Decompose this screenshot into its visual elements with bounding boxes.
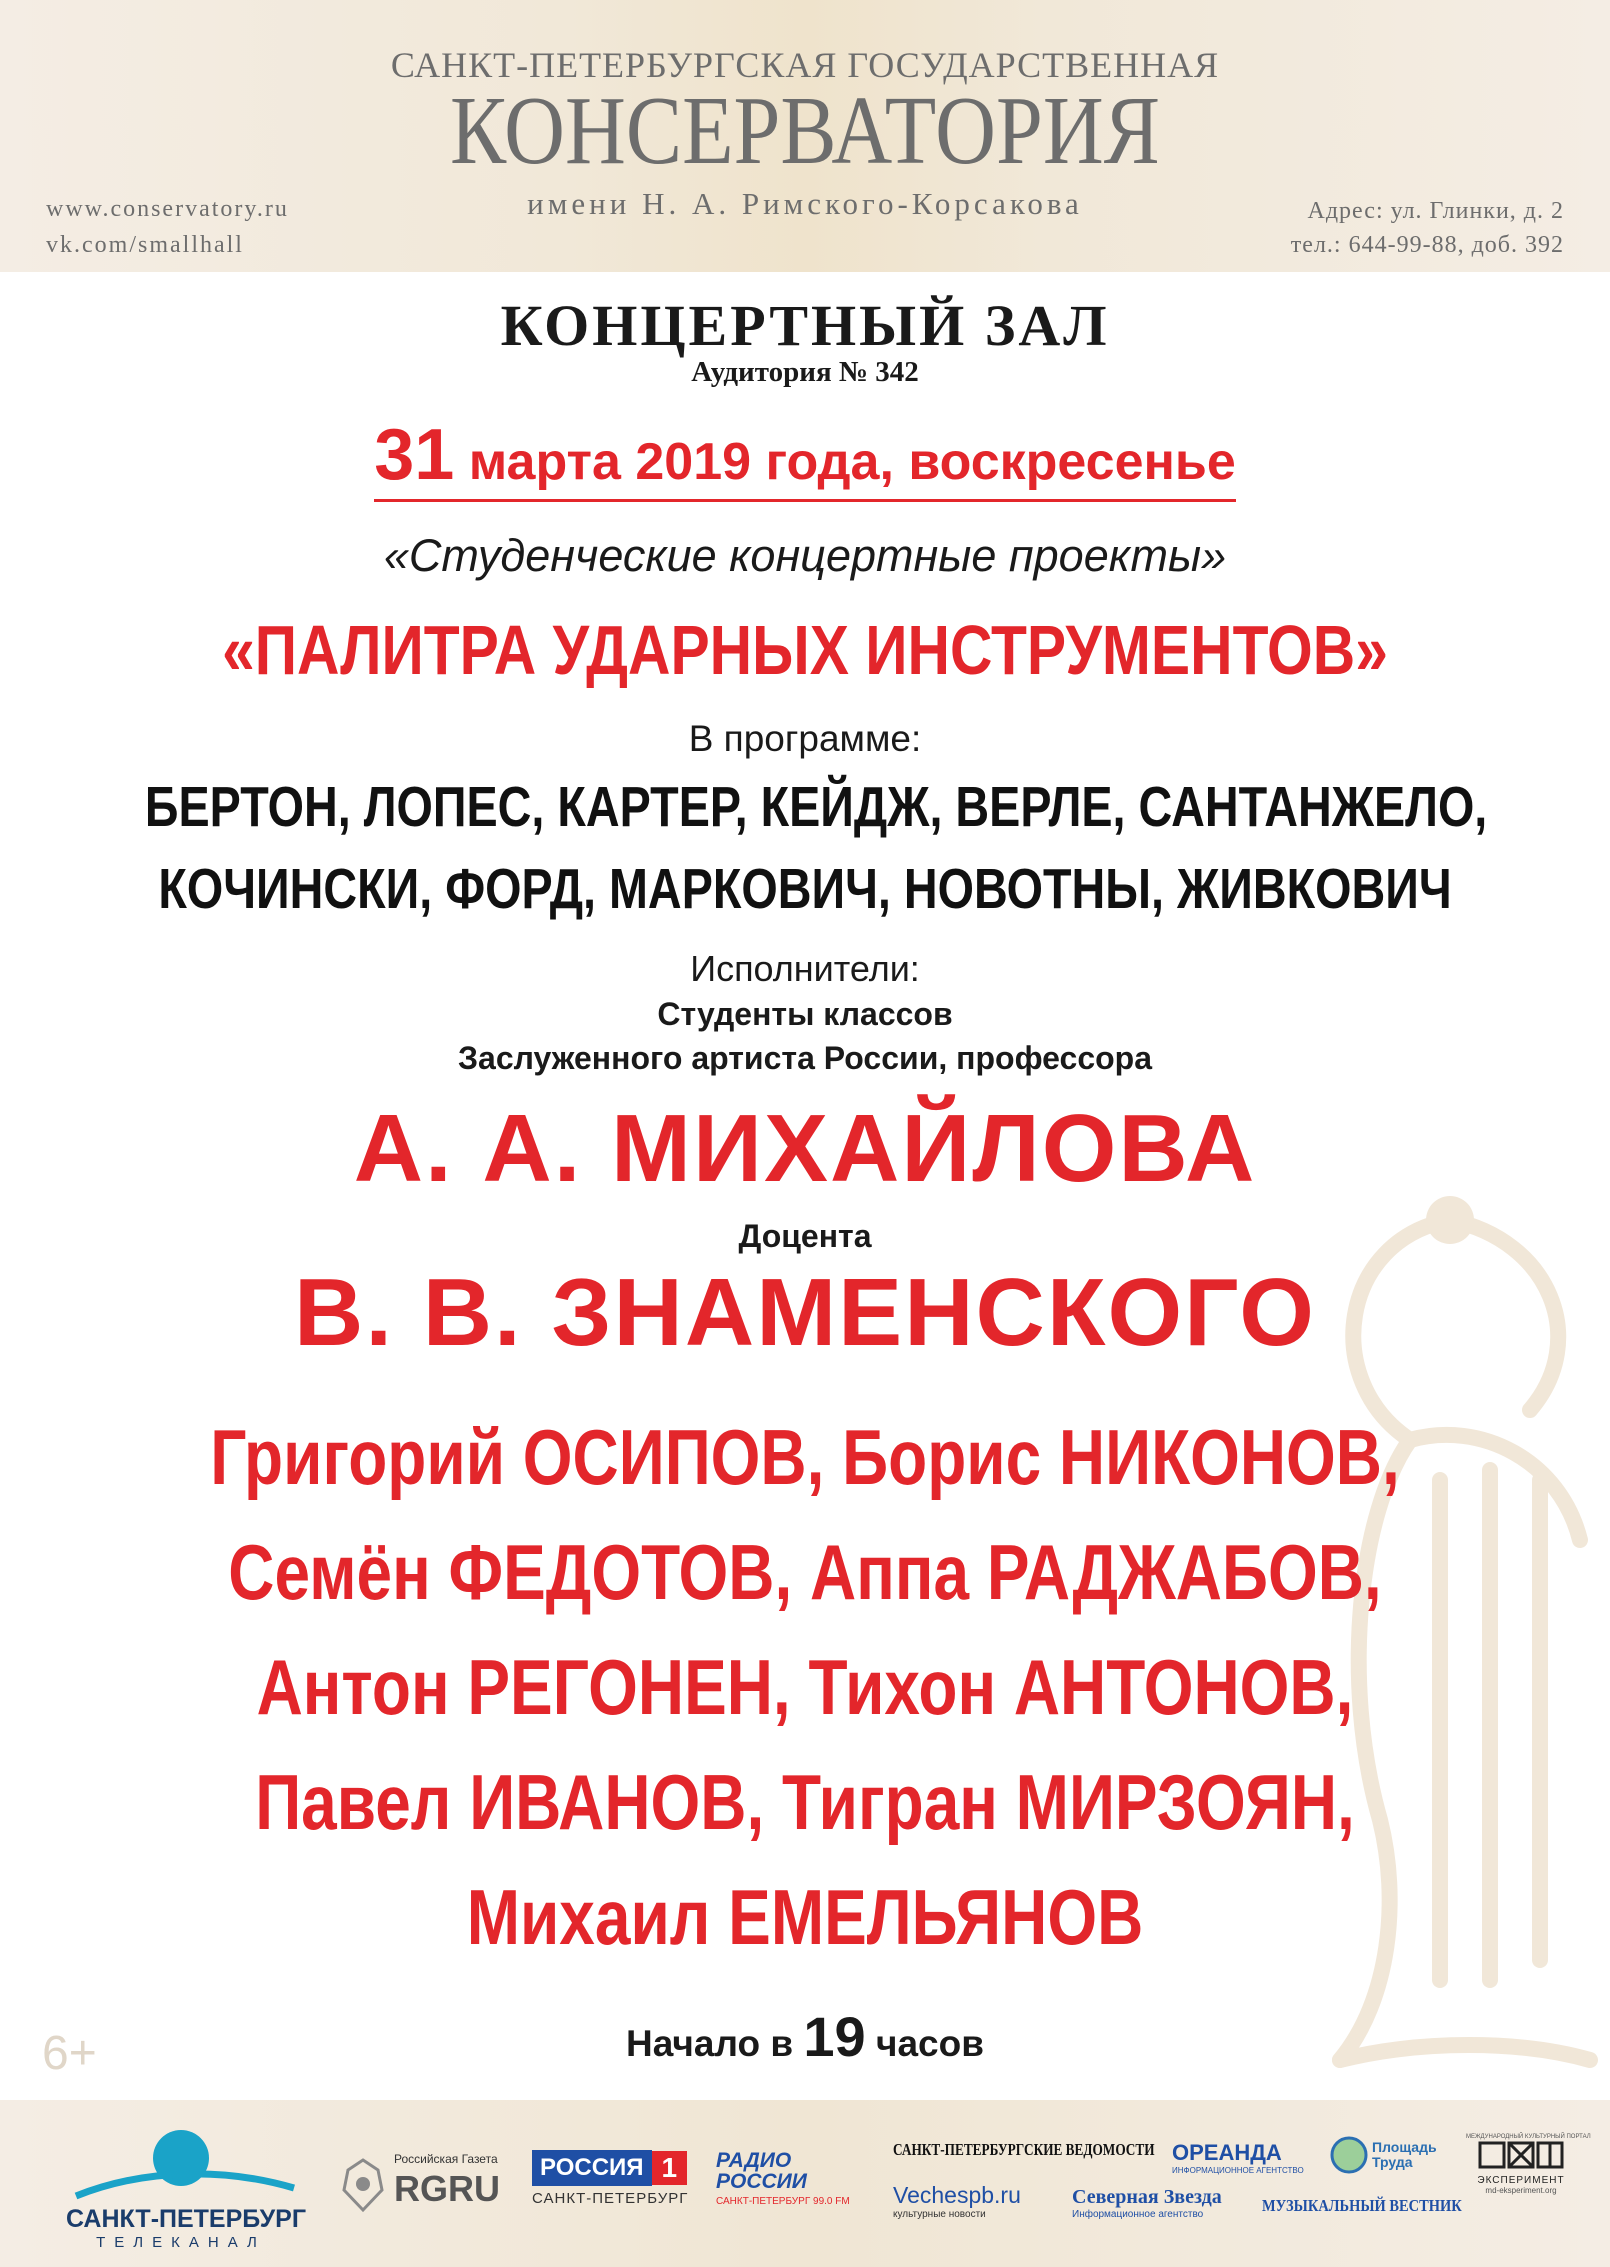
teacher-mikhailov: А. А. МИХАЙЛОВА — [353, 1095, 1257, 1202]
merit-label: Заслуженного артиста России, профессора — [457, 1040, 1152, 1076]
performer-line: Семён ФЕДОТОВ, Аппа РАДЖАБОВ, — [228, 1528, 1382, 1616]
experiment-top: МЕЖДУНАРОДНЫЙ КУЛЬТУРНЫЙ ПОРТАЛ — [1466, 2134, 1591, 2140]
performer-line: Михаил ЕМЕЛЬЯНОВ — [466, 1873, 1144, 1961]
muzvest-logo[interactable] — [1262, 2196, 1462, 2216]
sevzvezda-logo[interactable] — [1072, 2186, 1222, 2220]
header-vk-link[interactable]: vk.com/smallhall — [46, 232, 244, 258]
spb-tv-logo[interactable] — [66, 2118, 307, 2251]
radio-sub: САНКТ-ПЕТЕРБУРГ 99.0 FM — [716, 2196, 850, 2207]
start-time — [0, 2004, 1610, 2069]
russia1-num: 1 — [652, 2151, 688, 2185]
event-series: «Студенческие концертные проекты» — [383, 530, 1227, 581]
spbved-text: САНКТ-ПЕТЕРБУРГСКИЕ ВЕДОМОСТИ — [893, 2140, 1155, 2159]
russia1-logo[interactable] — [532, 2150, 692, 2207]
start-hour: 19 — [803, 2005, 866, 2068]
teacher-znamensky: В. В. ЗНАМЕНСКОГО — [294, 1259, 1316, 1366]
experiment-logo[interactable] — [1466, 2134, 1591, 2195]
start-prefix: Начало в — [626, 2023, 804, 2064]
performers-label: Исполнители: — [690, 948, 920, 989]
header-website[interactable]: www.conservatory.ru — [46, 196, 289, 222]
radio-name: РАДИО — [716, 2149, 792, 2172]
rg-small-text: Российская Газета — [394, 2152, 498, 2166]
russia1-name: РОССИЯ — [532, 2150, 652, 2186]
performer-line: Павел ИВАНОВ, Тигран МИРЗОЯН, — [255, 1758, 1355, 1846]
russia1-sub: САНКТ-ПЕТЕРБУРГ — [532, 2190, 689, 2207]
header-conservatory-title: КОНСЕРВАТОРИЯ — [450, 77, 1160, 185]
vechespb-text: Vechespb.ru — [893, 2182, 1021, 2208]
spb-tv-emblem-icon — [66, 2118, 296, 2202]
oreanda-logo[interactable] — [1172, 2140, 1322, 2175]
composers-line-1: БЕРТОН, ЛОПЕС, КАРТЕР, КЕЙДЖ, ВЕРЛЕ, САНТАНЖЕЛО, — [144, 775, 1488, 839]
header-phone: тел.: 644-99-88, доб. 392 — [1290, 232, 1564, 258]
oreanda-text: ОРЕАНДА — [1172, 2140, 1282, 2165]
vechespb-sub: культурные новости — [893, 2209, 986, 2220]
coat-of-arms-icon — [338, 2156, 388, 2214]
rg-main-text: RGRU — [394, 2168, 500, 2209]
event-title: «ПАЛИТРА УДАРНЫХ ИНСТРУМЕНТОВ» — [222, 611, 1388, 689]
age-rating: 6+ — [42, 2027, 97, 2080]
event-day: 31 — [374, 415, 455, 495]
docent-label: Доцента — [738, 1218, 872, 1254]
performer-line: Антон РЕГОНЕН, Тихон АНТОНОВ, — [256, 1643, 1354, 1731]
radio-russia-logo[interactable] — [716, 2150, 866, 2207]
spb-tv-name: САНКТ-ПЕТЕРБУРГ — [66, 2205, 307, 2233]
spb-tv-sub: ТЕЛЕКАНАЛ — [96, 2234, 266, 2251]
ploshchad-emblem-icon — [1330, 2136, 1368, 2174]
ploshchad-text: Площадь Труда — [1372, 2139, 1437, 2171]
vechespb-logo[interactable] — [893, 2182, 1043, 2220]
experiment-url: md-eksperiment.org — [1485, 2186, 1557, 2195]
event-date — [0, 414, 1610, 502]
students-label: Студенты классов — [657, 996, 953, 1032]
composers-line-2: КОЧИНСКИ, ФОРД, МАРКОВИЧ, НОВОТНЫ, ЖИВКОВИЧ — [158, 857, 1452, 921]
experiment-emblem-icon — [1476, 2140, 1566, 2170]
muzvest-text: МУЗЫКАЛЬНЫЙ ВЕСТНИК — [1262, 2196, 1462, 2215]
program-label: В программе: — [688, 718, 922, 759]
sevzvezda-sub: Информационное агентство — [1072, 2209, 1204, 2220]
spb-vedomosti-logo[interactable] — [893, 2140, 1155, 2160]
radio-name-2: РОССИИ — [716, 2170, 807, 2193]
header-institution-line: САНКТ-ПЕТЕРБУРГСКАЯ ГОСУДАРСТВЕННАЯ — [390, 45, 1220, 85]
hall-room: Аудитория № 342 — [691, 356, 919, 388]
oreanda-sub: ИНФОРМАЦИОННОЕ АГЕНТСТВО — [1172, 2166, 1304, 2175]
event-date-rest: марта 2019 года, воскресенье — [454, 433, 1236, 491]
start-suffix: часов — [865, 2023, 984, 2064]
header-address: Адрес: ул. Глинки, д. 2 — [1307, 198, 1564, 224]
sevzvezda-text: Северная Звезда — [1072, 2186, 1222, 2208]
header-named-after: имени Н. А. Римского-Корсакова — [527, 186, 1083, 221]
performer-line: Григорий ОСИПОВ, Борис НИКОНОВ, — [210, 1413, 1400, 1501]
hall-name: КОНЦЕРТНЫЙ ЗАЛ — [500, 293, 1110, 358]
experiment-name: ЭКСПЕРИМЕНТ — [1477, 2175, 1565, 2186]
